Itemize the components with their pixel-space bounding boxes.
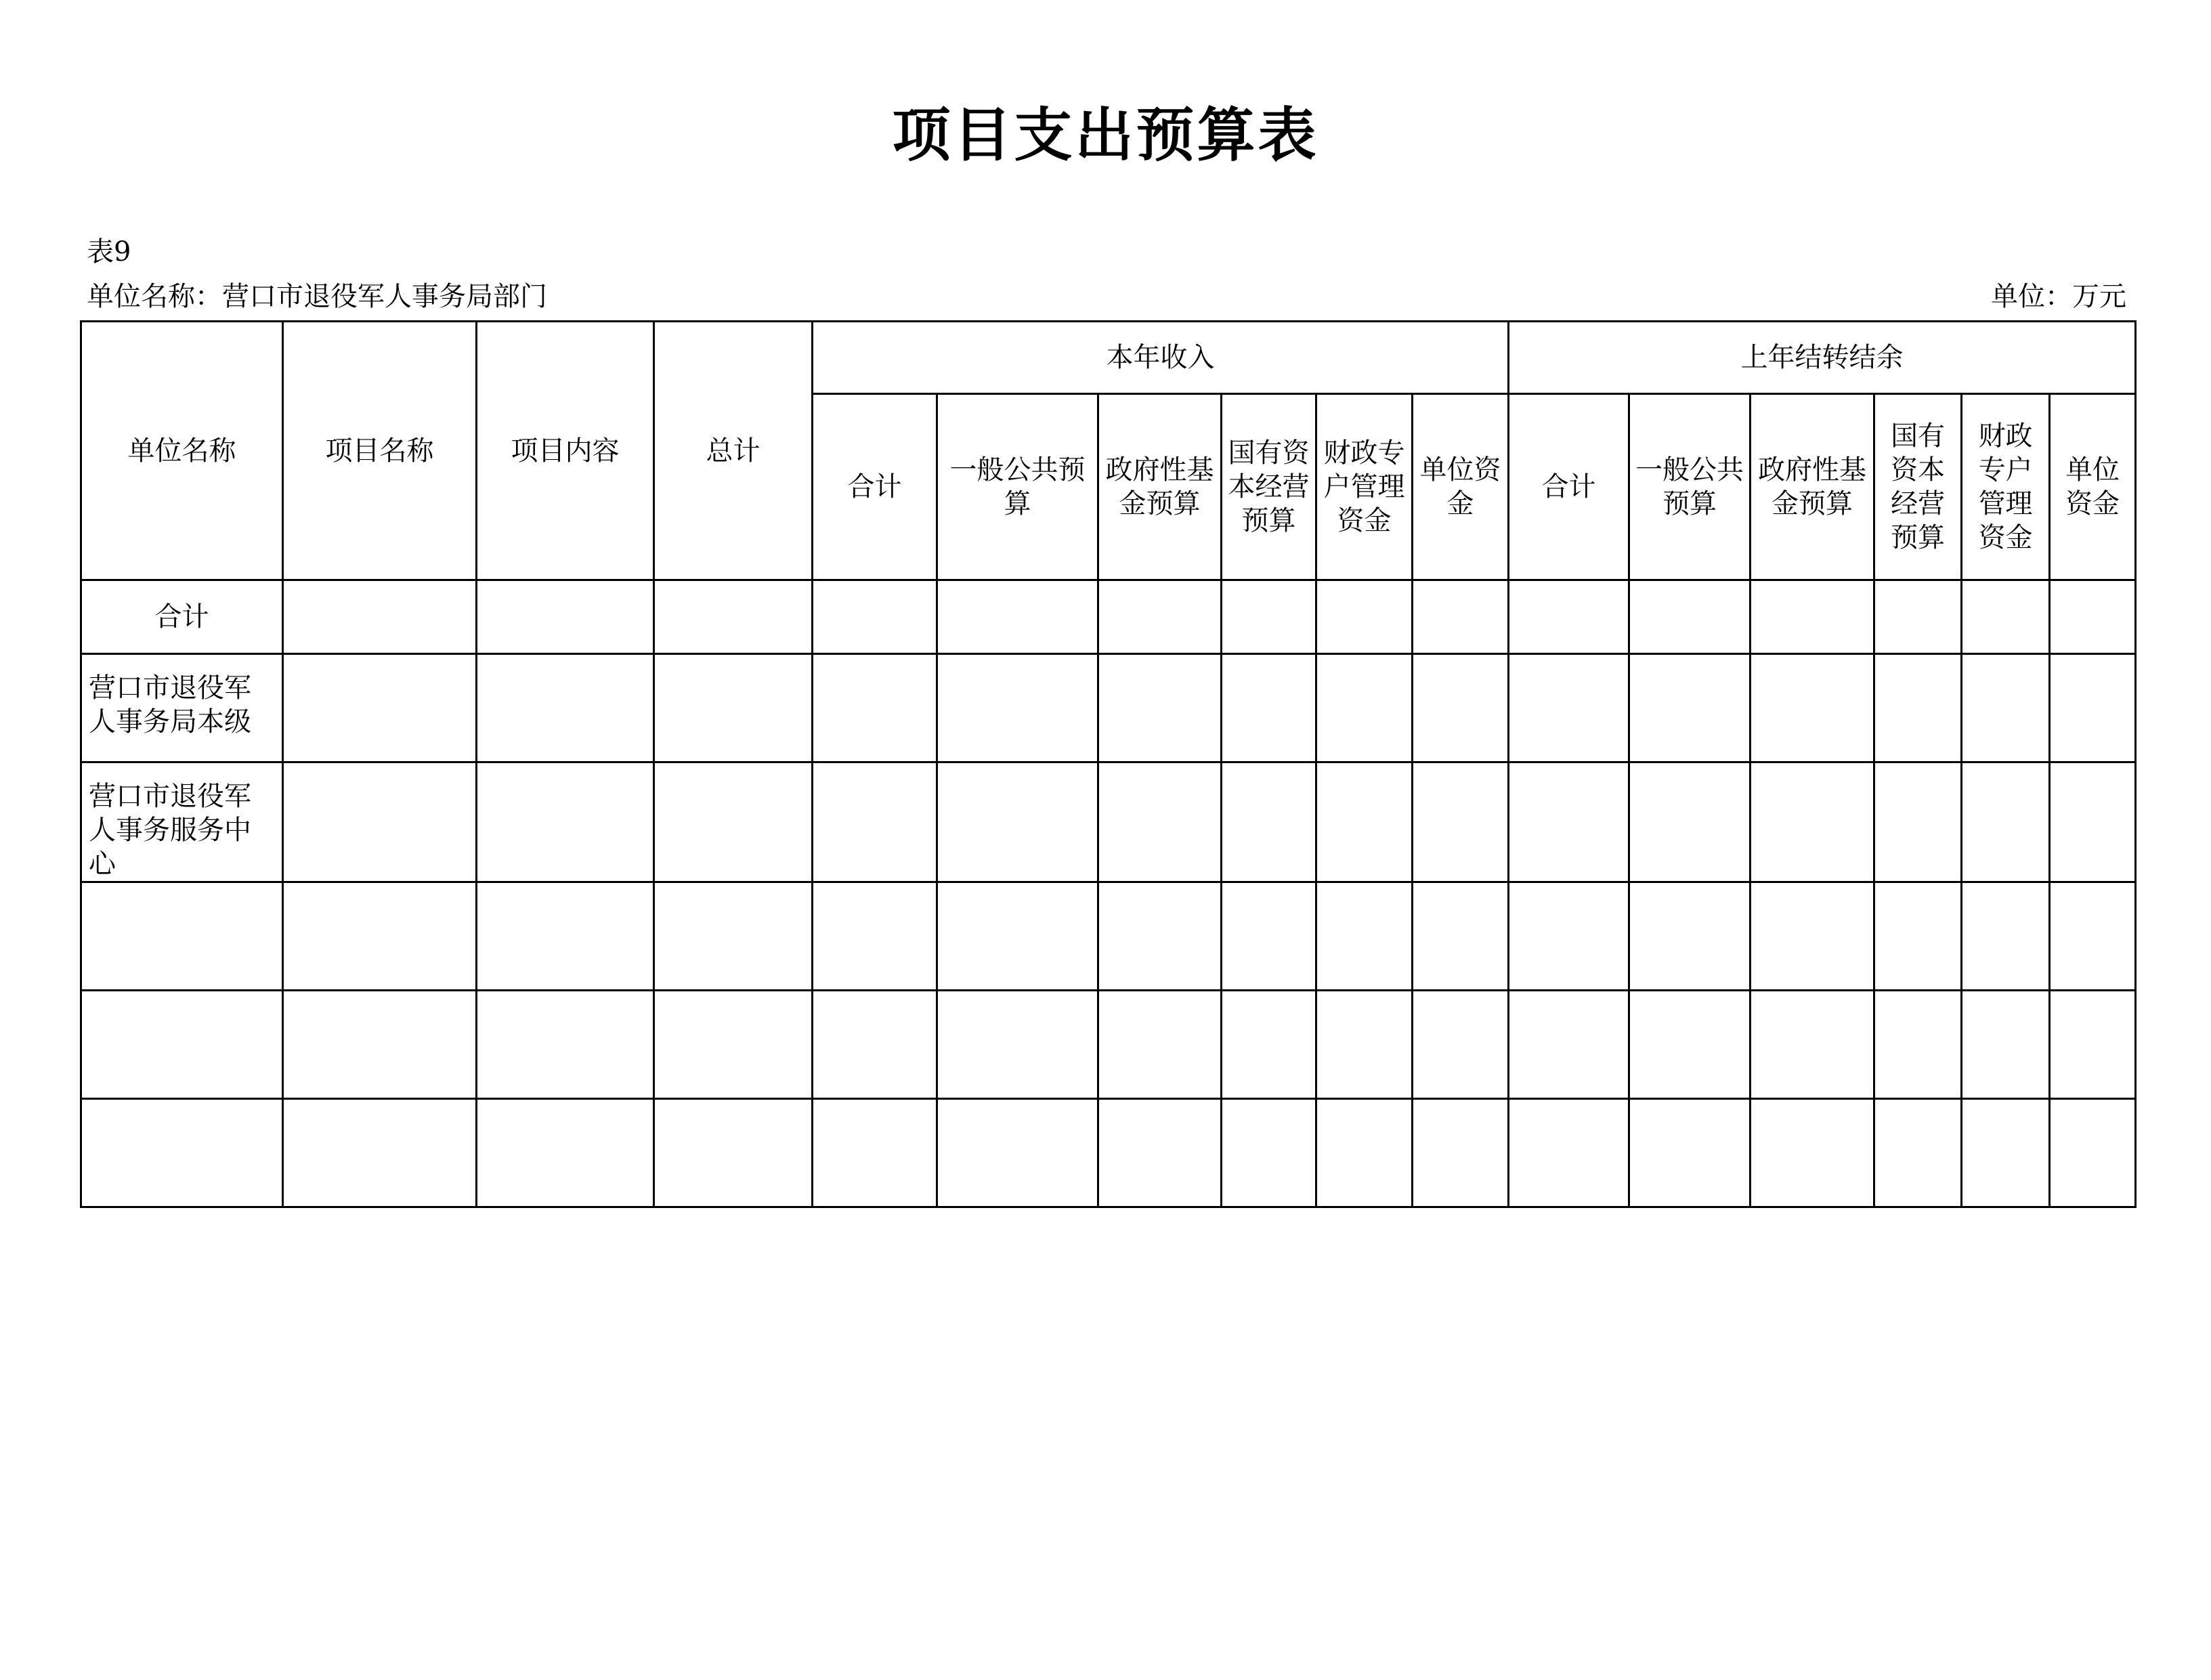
- table-cell: [1222, 882, 1316, 991]
- table-cell: [1413, 882, 1509, 991]
- table-cell: [1962, 654, 2050, 762]
- table-cell: [1509, 762, 1629, 882]
- header-py-total: 合计: [1509, 394, 1629, 580]
- table-cell: [283, 991, 477, 1099]
- table-cell: [1413, 580, 1509, 654]
- header-py-general-budget: 一般公共预算: [1629, 394, 1751, 580]
- header-py-unit-funds: 单位资金: [2050, 394, 2136, 580]
- table-cell: [1316, 762, 1413, 882]
- document-title: 项目支出预算表: [892, 102, 1319, 169]
- table-cell: [1874, 882, 1962, 991]
- header-current-year-income: 本年收入: [813, 322, 1509, 394]
- table-cell: [477, 882, 654, 991]
- table-cell: [1222, 991, 1316, 1099]
- table-cell: [937, 882, 1098, 991]
- table-cell: [1413, 1099, 1509, 1207]
- table-cell: [1751, 1099, 1874, 1207]
- cell-unit-name: [81, 991, 283, 1099]
- table-cell: [937, 654, 1098, 762]
- table-cell: [1509, 882, 1629, 991]
- table-cell: [654, 580, 813, 654]
- table-cell: [1222, 580, 1316, 654]
- table-row: [81, 991, 2136, 1099]
- table-cell: [477, 762, 654, 882]
- table-cell: [283, 882, 477, 991]
- table-cell: [1413, 991, 1509, 1099]
- table-cell: [1962, 991, 2050, 1099]
- header-cy-unit-funds: 单位资金: [1413, 394, 1509, 580]
- table-cell: [1509, 1099, 1629, 1207]
- table-cell: [1316, 991, 1413, 1099]
- header-cy-total: 合计: [813, 394, 937, 580]
- table-cell: [1222, 762, 1316, 882]
- table-cell: [2050, 991, 2136, 1099]
- table-row: [81, 654, 2136, 762]
- table-cell: [1874, 991, 1962, 1099]
- table-cell: [2050, 882, 2136, 991]
- table-cell: [937, 1099, 1098, 1207]
- table-cell: [654, 762, 813, 882]
- table-cell: [477, 991, 654, 1099]
- table-cell: [1316, 882, 1413, 991]
- table-cell: [1098, 580, 1222, 654]
- table-cell: [1962, 1099, 2050, 1207]
- cell-unit-name: 合计: [81, 580, 283, 654]
- table-cell: [283, 1099, 477, 1207]
- table-cell: [813, 762, 937, 882]
- table-cell: [1098, 882, 1222, 991]
- table-cell: [1413, 762, 1509, 882]
- table-cell: [1413, 654, 1509, 762]
- table-cell: [1316, 654, 1413, 762]
- table-cell: [1751, 991, 1874, 1099]
- table-cell: [813, 654, 937, 762]
- table-cell: [2050, 762, 2136, 882]
- header-unit-name: 单位名称: [81, 322, 283, 580]
- table-cell: [1222, 1099, 1316, 1207]
- table-cell: [1874, 762, 1962, 882]
- table-cell: [477, 1099, 654, 1207]
- table-cell: [1874, 654, 1962, 762]
- table-cell: [1751, 580, 1874, 654]
- table-cell: [1316, 580, 1413, 654]
- table-cell: [1629, 654, 1751, 762]
- unit-name-label: 单位名称：营口市退役军人事务局部门: [87, 281, 547, 312]
- table-cell: [937, 762, 1098, 882]
- table-row: [81, 1099, 2136, 1207]
- header-project-name: 项目名称: [283, 322, 477, 580]
- table-cell: [1629, 762, 1751, 882]
- table-cell: [2050, 1099, 2136, 1207]
- header-row-groups: [81, 322, 2136, 394]
- table-total-row: [81, 580, 2136, 654]
- table-cell: [477, 580, 654, 654]
- table-cell: [654, 991, 813, 1099]
- table-cell: [2050, 580, 2136, 654]
- table-cell: [654, 1099, 813, 1207]
- header-grand-total: 总计: [654, 322, 813, 580]
- table-number: 表9: [87, 236, 131, 267]
- table-cell: [1098, 1099, 1222, 1207]
- table-cell: [813, 580, 937, 654]
- table-cell: [283, 580, 477, 654]
- table-cell: [1509, 580, 1629, 654]
- header-prior-year-carryover: 上年结转结余: [1509, 322, 2136, 394]
- header-cy-special-account-funds: 财政专户管理资金: [1316, 394, 1413, 580]
- table-cell: [1098, 654, 1222, 762]
- table-cell: [1629, 991, 1751, 1099]
- header-cy-state-capital-budget: 国有资本经营预算: [1222, 394, 1316, 580]
- table-cell: [1751, 762, 1874, 882]
- table-cell: [1509, 991, 1629, 1099]
- header-py-state-capital-budget: 国有资本经营预算: [1874, 394, 1962, 580]
- table-cell: [1962, 762, 2050, 882]
- header-project-content: 项目内容: [477, 322, 654, 580]
- table-cell: [1098, 991, 1222, 1099]
- header-cy-general-budget: 一般公共预算: [937, 394, 1098, 580]
- cell-unit-name: [81, 882, 283, 991]
- cell-unit-name: 营口市退役军人事务局本级: [81, 654, 283, 762]
- header-py-special-account-funds: 财政专户管理资金: [1962, 394, 2050, 580]
- table-cell: [283, 654, 477, 762]
- header-py-gov-fund-budget: 政府性基金预算: [1751, 394, 1874, 580]
- currency-unit-label: 单位：万元: [1991, 281, 2126, 312]
- table-cell: [1751, 882, 1874, 991]
- table-row: [81, 882, 2136, 991]
- project-expenditure-budget-table: [80, 320, 2137, 1208]
- table-cell: [1222, 654, 1316, 762]
- table-cell: [1874, 1099, 1962, 1207]
- table-cell: [2050, 654, 2136, 762]
- table-cell: [1629, 1099, 1751, 1207]
- table-cell: [1098, 762, 1222, 882]
- table-cell: [1751, 654, 1874, 762]
- cell-unit-name: 营口市退役军人事务服务中心: [81, 762, 283, 882]
- table-cell: [654, 882, 813, 991]
- table-cell: [937, 580, 1098, 654]
- table-cell: [813, 1099, 937, 1207]
- header-cy-gov-fund-budget: 政府性基金预算: [1098, 394, 1222, 580]
- table-row: [81, 762, 2136, 882]
- table-cell: [283, 762, 477, 882]
- table-cell: [1962, 580, 2050, 654]
- table-cell: [1629, 580, 1751, 654]
- table-cell: [1316, 1099, 1413, 1207]
- cell-unit-name: [81, 1099, 283, 1207]
- table-cell: [937, 991, 1098, 1099]
- table-cell: [1509, 654, 1629, 762]
- table-cell: [1962, 882, 2050, 991]
- table-cell: [813, 991, 937, 1099]
- table-cell: [813, 882, 937, 991]
- table-cell: [1874, 580, 1962, 654]
- table-cell: [1629, 882, 1751, 991]
- table-cell: [477, 654, 654, 762]
- table-cell: [654, 654, 813, 762]
